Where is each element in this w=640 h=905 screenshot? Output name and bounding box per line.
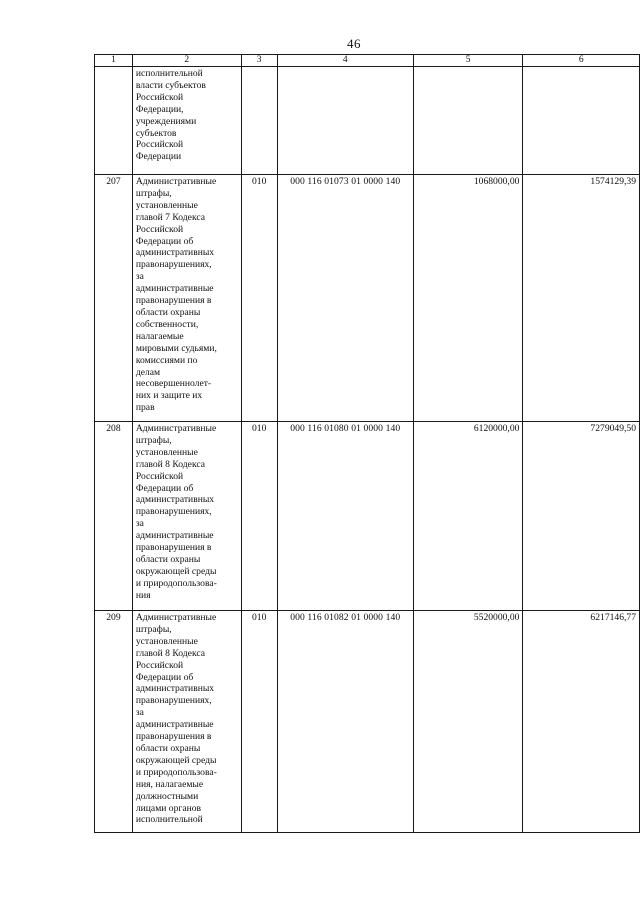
revenue-table <box>94 54 640 833</box>
row-number <box>95 67 133 175</box>
revenue-name: Административные штрафы, установленные главой 8 Кодекса Российской Федерации об административных правонарушениях, за административные правонарушения в области охраны окружающей среды и природопользова- ния <box>132 422 241 611</box>
table-header-row <box>95 55 640 67</box>
admin-code <box>241 67 277 175</box>
column-header: 4 <box>277 55 413 67</box>
row-number: 209 <box>95 611 133 833</box>
table-row <box>95 611 640 833</box>
table-row <box>95 422 640 611</box>
admin-code: 010 <box>241 175 277 422</box>
column-header: 6 <box>523 55 640 67</box>
revenue-name: Административные штрафы, установленные главой 7 Кодекса Российской Федерации об административных правонарушениях, за административные правонарушения в области охраны собственности, налагаемые мировыми судьями, комиссиями по делам несовершеннолет- них и защите их прав <box>132 175 241 422</box>
planned-amount: 5520000,00 <box>413 611 523 833</box>
budget-classification-code: 000 116 01082 01 0000 140 <box>277 611 413 833</box>
admin-code: 010 <box>241 611 277 833</box>
budget-classification-code <box>277 67 413 175</box>
actual-amount: 7279049,50 <box>523 422 640 611</box>
column-header: 3 <box>241 55 277 67</box>
table-row <box>95 175 640 422</box>
actual-amount <box>523 67 640 175</box>
budget-classification-code: 000 116 01080 01 0000 140 <box>277 422 413 611</box>
revenue-name: Административные штрафы, установленные главой 8 Кодекса Российской Федерации об административных правонарушениях, за административные правонарушения в области охраны окружающей среды и природопользова- ния, налагаемые должностными лицами органов исполнительной <box>132 611 241 833</box>
row-number: 207 <box>95 175 133 422</box>
admin-code: 010 <box>241 422 277 611</box>
actual-amount: 1574129,39 <box>523 175 640 422</box>
column-header: 2 <box>132 55 241 67</box>
budget-classification-code: 000 116 01073 01 0000 140 <box>277 175 413 422</box>
planned-amount: 6120000,00 <box>413 422 523 611</box>
revenue-name: исполнительной власти субъектов Российской Федерации, учреждениями субъектов Российской Федерации <box>132 67 241 175</box>
table-row <box>95 67 640 175</box>
planned-amount: 1068000,00 <box>413 175 523 422</box>
page-number: 46 <box>347 36 361 51</box>
planned-amount <box>413 67 523 175</box>
row-number: 208 <box>95 422 133 611</box>
actual-amount: 6217146,77 <box>523 611 640 833</box>
column-header: 5 <box>413 55 523 67</box>
column-header: 1 <box>95 55 133 67</box>
